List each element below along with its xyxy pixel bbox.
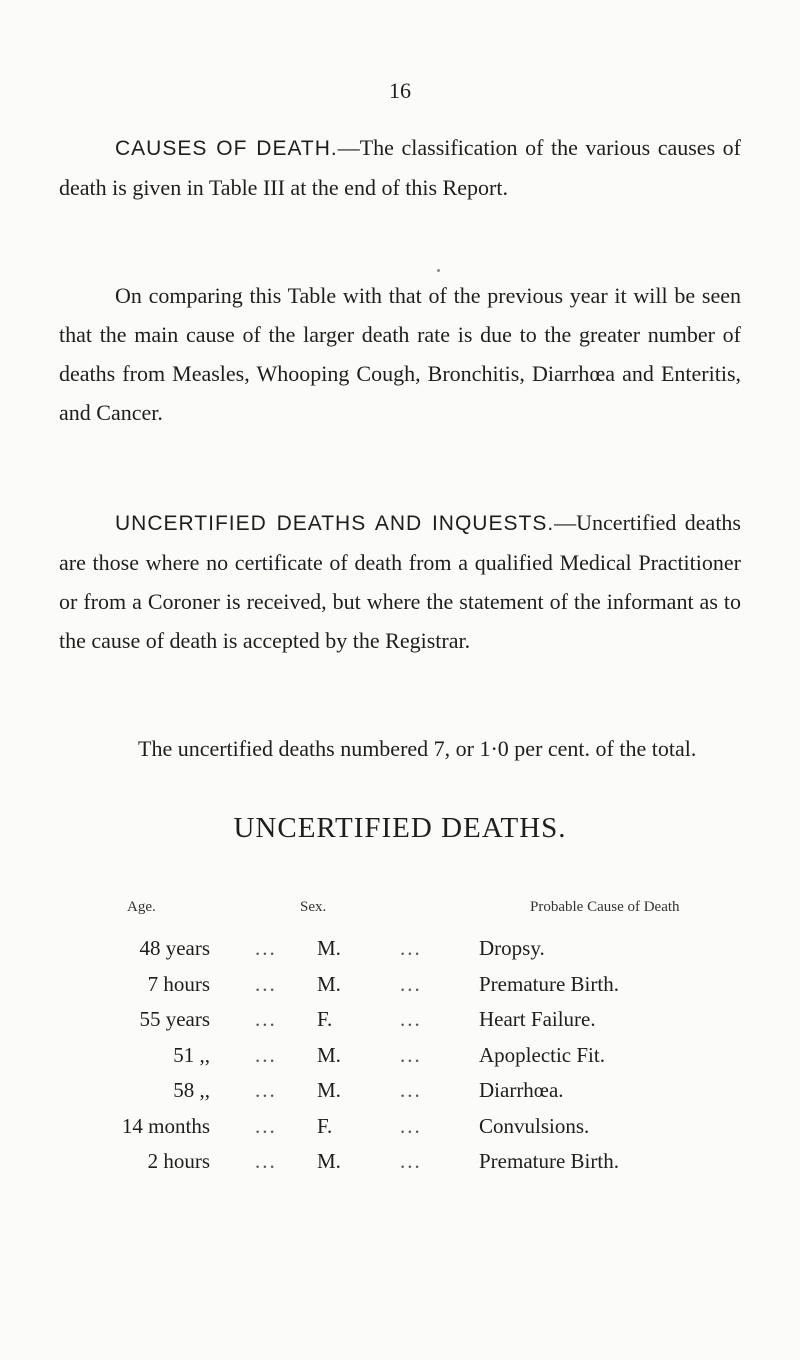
cell-age: 48 years (139, 936, 210, 960)
cell-cause: Convulsions. (479, 1113, 590, 1138)
column-header-age: Age. (127, 899, 156, 915)
cell-age: 58 ,, (173, 1078, 210, 1102)
summary-paragraph: The uncertified deaths numbered 7, or 1·0 per cent. of the total. (138, 736, 697, 761)
cell-sex: M. (317, 971, 341, 996)
uncertified-deaths-heading: UNCERTIFIED DEATHS AND INQUESTS. (115, 512, 555, 535)
table-title: UNCERTIFIED DEATHS. (233, 812, 567, 844)
table-row (0, 1114, 800, 1150)
table-row (0, 1078, 800, 1114)
table-row (0, 936, 800, 972)
cell-age: 55 years (139, 1007, 210, 1031)
leader-dots: ... (255, 1078, 277, 1102)
leader-dots: ... (400, 971, 422, 996)
table-row (0, 1043, 800, 1079)
cell-cause: Dropsy. (479, 936, 545, 960)
cell-sex: M. (317, 1149, 341, 1173)
leader-dots: ... (255, 1149, 277, 1173)
uncertified-deaths-text: —Uncertified deaths are those where no certificate of death from a qualified Medical Practitioner or from a Coroner is received, but where the statement of the informant as to the cause of death is accepted by the Registrar. (59, 510, 741, 653)
leader-dots: ... (255, 936, 277, 960)
leader-dots: ... (255, 971, 277, 996)
page-number: 16 (389, 78, 411, 103)
causes-of-death-paragraph (59, 128, 741, 207)
leader-dots: ... (400, 1149, 422, 1173)
cell-age: 14 months (121, 1113, 210, 1138)
leader-dots: ... (400, 1078, 422, 1102)
causes-of-death-heading: CAUSES OF DEATH. (115, 137, 338, 160)
leader-dots: ... (400, 1113, 422, 1138)
table-row (0, 972, 800, 1008)
cell-sex: M. (317, 1042, 341, 1067)
paper-speck (437, 269, 440, 272)
leader-dots: ... (255, 1042, 277, 1067)
uncertified-deaths-paragraph (59, 503, 741, 660)
table-row (0, 1007, 800, 1043)
column-header-sex: Sex. (300, 899, 327, 915)
cell-cause: Diarrhœa. (479, 1078, 564, 1102)
cell-cause: Premature Birth. (479, 971, 619, 996)
cell-sex: F. (317, 1007, 333, 1031)
cell-sex: F. (317, 1113, 333, 1138)
leader-dots: ... (400, 936, 422, 960)
leader-dots: ... (255, 1007, 277, 1031)
cell-sex: M. (317, 1078, 341, 1102)
column-header-cause: Probable Cause of Death (530, 899, 680, 915)
cell-cause: Apoplectic Fit. (479, 1042, 605, 1067)
leader-dots: ... (400, 1007, 422, 1031)
cell-age: 7 hours (147, 971, 210, 996)
cell-age: 2 hours (147, 1149, 210, 1173)
comparison-paragraph: On comparing this Table with that of the previous year it will be seen that the main cause of the larger death rate is due to the greater number of deaths from Measles, Whooping Cough, Bronchitis, Diarrhœa and Enteritis, and Cancer. (59, 283, 741, 425)
cell-cause: Heart Failure. (479, 1007, 596, 1031)
cell-cause: Premature Birth. (479, 1149, 619, 1173)
table-row (0, 1149, 800, 1185)
leader-dots: ... (255, 1113, 277, 1138)
cell-age: 51 ,, (173, 1042, 210, 1067)
cell-sex: M. (317, 936, 341, 960)
leader-dots: ... (400, 1042, 422, 1067)
causes-of-death-text: —The classification of the various causes of death is given in Table III at the end of this Report. (59, 135, 741, 200)
